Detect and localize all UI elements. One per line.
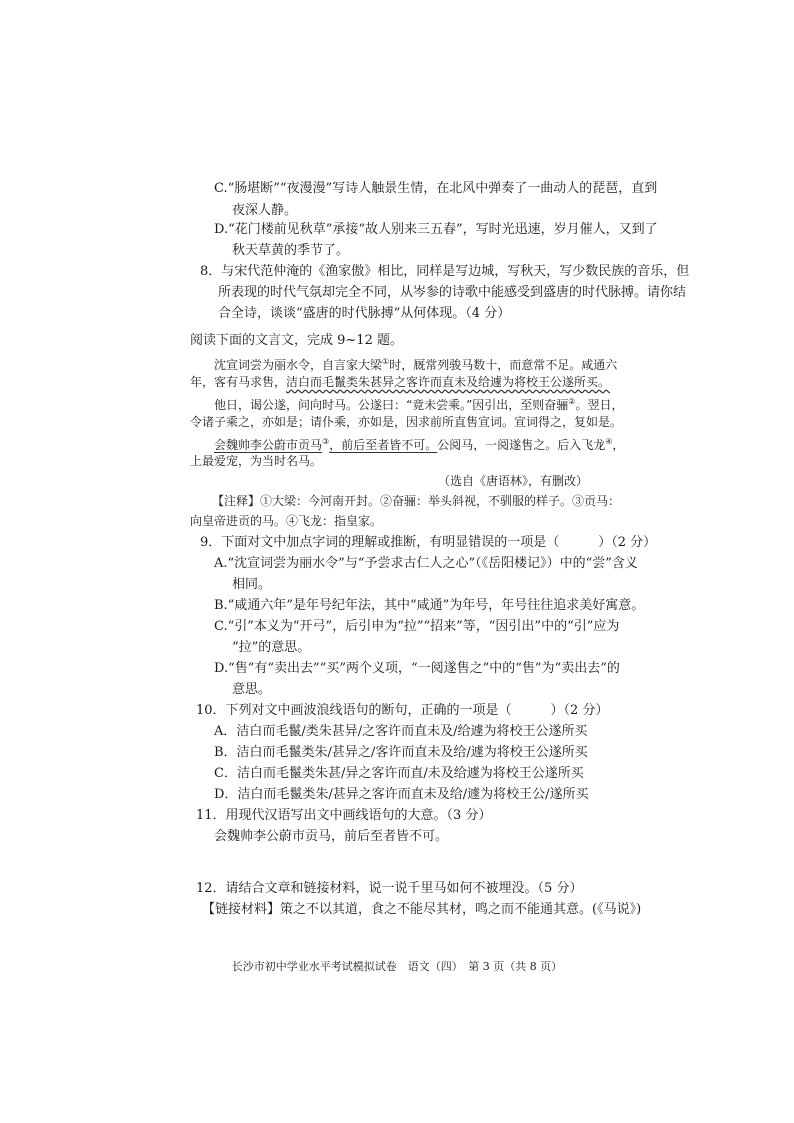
passage-p2-line2: 令诸子乘之，亦如是；请仆乘，亦如是，因求前所直售宣词。宣词得之，复如是。	[190, 415, 623, 429]
q7-option-d: D.“花门楼前见秋草”承接“故人别来三五春”，写时光迅速，岁月催人，又到了	[214, 222, 658, 237]
q9-option-a: A.“沈宣词尝为丽水令”与“予尝求古仁人之心”（《岳阳楼记》）中的“尝”含义	[214, 556, 638, 571]
q9-option-c-cont: “拉”的意思。	[232, 640, 311, 655]
passage-p2-line4: 上最爱宠，为当时名马。	[190, 454, 323, 468]
passage-intro: 阅读下面的文言文，完成 9~12 题。	[190, 333, 403, 348]
q10-option-b: B．洁白而毛鬣类朱/甚异之/客许而直未及给/遽为将校王公遂所买	[214, 745, 588, 760]
q8-stem-line3: 合全诗，谈谈“盛唐的时代脉搏”从何体现。（4 分）	[218, 306, 511, 321]
q11-sentence: 会魏帅李公蔚市贡马，前后至者皆不可。	[214, 829, 449, 844]
note-ref: ③	[322, 437, 330, 446]
q10-option-a: A．洁白而毛鬣/类朱甚异/之客许而直未及/给遽为将校王公遂所买	[214, 724, 588, 739]
note-ref: ④	[605, 437, 613, 446]
q12-link-material: 【链接材料】策之不以其道，食之不能尽其材，鸣之而不能通其意。(《马说》)	[202, 902, 642, 917]
passage-text: 年，客有马求售，	[190, 375, 287, 389]
wavy-underlined-sentence: 洁白而毛鬣类朱甚异之客许而直未及给遽为将校王公遂所买。	[286, 375, 611, 389]
passage-p2-line3	[214, 433, 624, 454]
passage-p1-line2	[190, 373, 610, 391]
notes-line2: 向皇帝进贡的马。④飞龙：指皇家。	[190, 514, 383, 528]
notes-line1: 【注释】①大梁：今河南开封。②奋骊：举头斜视，不驯服的样子。③贡马：	[212, 494, 621, 508]
underlined-sentence-a: 会魏帅李公蔚市贡马	[214, 438, 323, 452]
q9-option-b: B.“咸通六年”是年号纪年法，其中“咸通”为年号，年号往往追求美好寓意。	[214, 598, 645, 613]
q8-stem-line2: 所表现的时代气氛却完全不同，从岑参的诗歌中能感受到盛唐的时代脉搏。请你结	[218, 285, 687, 300]
q8-stem-line1: 8．与宋代范仲淹的《渔家傲》相比，同样是写边城，写秋天，写少数民族的音乐，但	[200, 264, 690, 279]
q10-option-c: C．洁白而毛鬣类朱甚/异之客许而直/未及给遽为将校王公遂所买	[214, 766, 584, 781]
q9-option-d: D.“售”有“卖出去”“买”两个义项，“一阅遂售之”中的“售”为“卖出去”的	[214, 661, 620, 676]
passage-p1-line1	[214, 353, 617, 374]
q9-stem: 9．下面对文中加点字词的理解或推断，有明显错误的一项是（ ）（2 分）	[200, 535, 657, 550]
passage-text: 公阅马，一阅遂售之。后入飞龙	[437, 438, 606, 452]
note-ref: ①	[382, 357, 390, 366]
passage-text: 沈宣词尝为丽水令，自言家大梁	[214, 358, 383, 372]
q7-option-c: C.“肠堪断”“夜漫漫”写诗人触景生情，在北风中弹奏了一曲动人的琵琶，直到	[214, 181, 658, 196]
q7-option-c-cont: 夜深人静。	[232, 203, 298, 218]
passage-text: ，	[612, 438, 625, 452]
q12-stem: 12．请结合文章和链接材料，说一说千里马如何不被埋没。（5 分）	[196, 881, 583, 896]
page-footer: 长沙市初中学业水平考试模拟试卷 语文（四） 第 3 页（共 8 页）	[231, 960, 563, 973]
passage-source: （选自《唐语林》，有删改）	[438, 474, 589, 488]
note-ref: ②	[568, 397, 576, 406]
passage-text: 。翌日，	[575, 398, 624, 412]
passage-p2-line1	[214, 393, 623, 414]
q9-option-c: C.“引”本义为“开弓”，后引申为“拉”“招来”等，“因引出”中的“引”应为	[214, 619, 620, 634]
q9-option-d-cont: 意思。	[232, 682, 272, 697]
q9-option-a-cont: 相同。	[232, 577, 272, 592]
passage-text: 时，厩常列骏马数十，而意常不足。咸通六	[389, 358, 618, 372]
q11-stem: 11．用现代汉语写出文中画线语句的大意。（3 分）	[196, 808, 492, 823]
q10-stem: 10．下列对文中画波浪线语句的断句，正确的一项是（ ）（2 分）	[196, 703, 609, 718]
q7-option-d-cont: 秋天草黄的季节了。	[232, 243, 350, 258]
underlined-sentence-b: ，前后至者皆不可。	[329, 438, 438, 452]
passage-text: 他日，谒公遂，问向时马。公遂曰：“竟未尝乘。”因引出，至则奋骊	[214, 398, 569, 412]
q10-option-d: D．洁白而毛鬣类朱/甚异之客许而直未及给/遽为将校王公/遂所买	[214, 787, 589, 802]
